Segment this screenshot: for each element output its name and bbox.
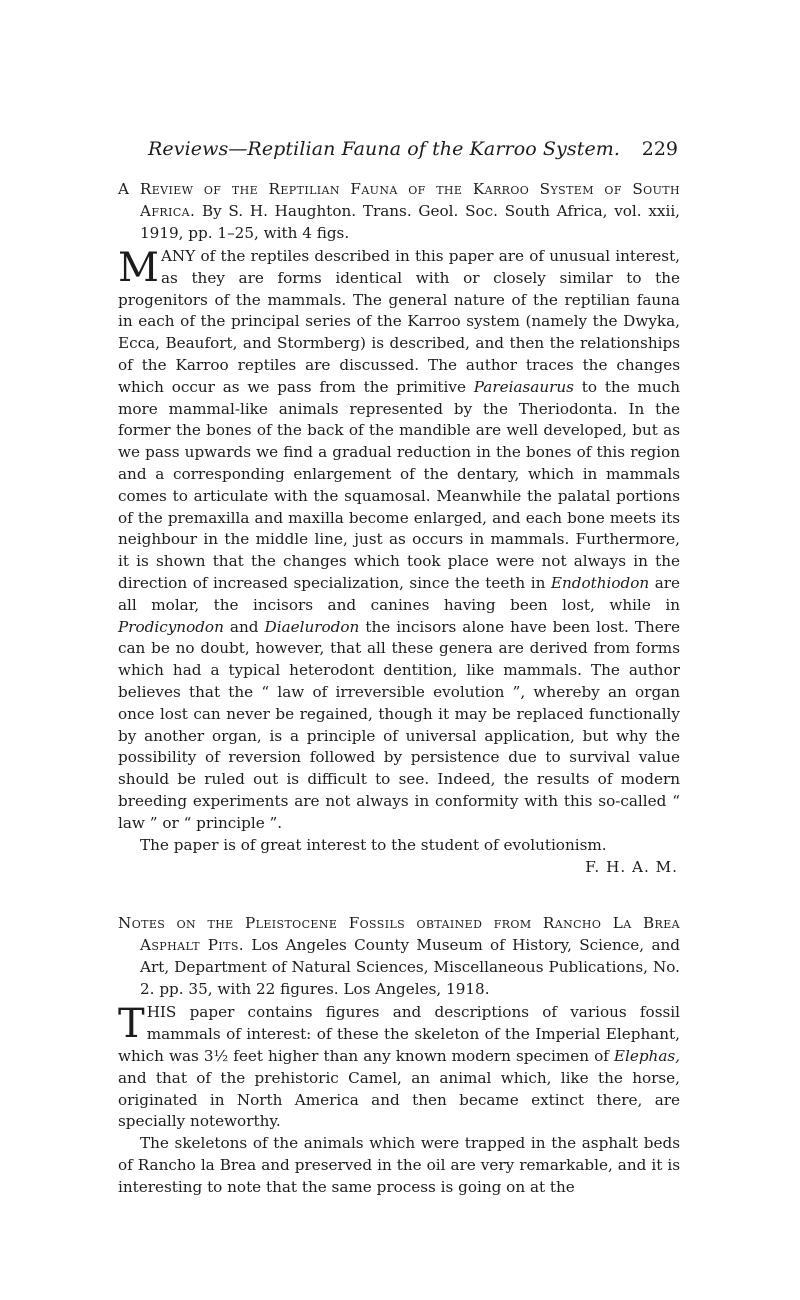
review1-title: A Review of the Reptilian Fauna of the Karroo System of South Africa.	[118, 180, 680, 220]
review1-text-a: of the reptiles described in this paper are of unusual interest, as they are forms identical with or closely similar to the progenitors of the mammals. The general nature of the reptilian fauna in each of the principal series of the Karroo system (namely the Dwyka, Ecca, Beaufort, and Stormberg) is described, and then the relationships of the Karroo reptiles are discussed. The author traces the changes which occur as we pass from the primitive	[118, 247, 681, 396]
review1-genus-prodicynodon: Prodicynodon	[118, 617, 224, 636]
review1-signature: F. H. A. M.	[585, 858, 678, 877]
review1-author: By S. H. Haughton.	[201, 202, 357, 220]
review2-dropcap: T	[118, 1001, 145, 1048]
review1-text-e: the incisors alone have been lost. There can be no doubt, however, that all these genera are derived from forms which had a typical heterodont dentition, like mammals. The author believes that the “ law of irreversible evolution ”, whereby an organ once lost can never be regained, though it may be replaced functionally by another organ, is a principle of universal application, but why the possibility of reversion followed by persistence due to survival value should be ruled out is difficult to see. Indeed, the results of modern breeding experiments are not always in conformity with this so-called “ law ” or “ principle ”.	[118, 617, 681, 832]
review2-title: Notes on the Pleistocene Fossils obtained from Rancho La Brea Asphalt Pits.	[118, 914, 680, 955]
review1-lead-word: ANY	[160, 247, 196, 265]
section-gap	[118, 876, 680, 912]
review2-source: Los Angeles County Museum of History, Science, and Art, Department of Natural Sciences, Miscellaneous Publications, No. 2. pp. 35, with 22 figures. Los Angeles, 1918.	[140, 936, 680, 999]
review1-dropcap: M	[118, 245, 159, 291]
running-header	[118, 138, 680, 168]
review2-text-b: and that of the prehistoric Camel, an animal which, like the horse, originated in North America and then became extinct there, are specially noteworthy.	[118, 1068, 680, 1131]
review2-lead-word: HIS	[146, 1003, 177, 1022]
page	[118, 138, 680, 1198]
review1-paragraph	[118, 246, 680, 835]
review2-text-a: paper contains figures and descriptions of various fossil mammals of interest: of these the skeleton of the Imperial Elephant, which was 3½ feet higher than any known modern specimen of	[118, 1003, 680, 1065]
review1-closing: The paper is of great interest to the student of evolutionism.	[140, 835, 607, 854]
running-title: Reviews—Reptilian Fauna of the Karroo System.	[148, 138, 621, 160]
review1-text-b: to the much more mammal-like animals represented by the Theriodonta. In the former the bones of the back of the mandible are well developed, but as we pass upwards we find a gradual reduction in the bones of this region and a corresponding enlargement of the dentary, which in mammals comes to articulate with the squamosal. Meanwhile the palatal portions of the premaxilla and maxilla become enlarged, and each bone meets its neighbour in the middle line, just as occurs in mammals. Furthermore, it is shown that the changes which took place were not always in the direction of increased specialization, since the teeth in	[118, 377, 680, 592]
review1-source: Trans. Geol. Soc. South Africa, vol. xxii, 1919, pp. 1–25, with 4 figs.	[140, 202, 680, 242]
review1-text-d: and	[229, 617, 259, 636]
review2-genus-elephas: Elephas,	[613, 1046, 681, 1065]
review1-genus-pareiasaurus: Pareiasaurus	[473, 377, 574, 396]
review1-genus-endothiodon: Endothiodon	[550, 573, 650, 592]
review2-paragraph	[118, 1002, 680, 1133]
page-number: 229	[641, 138, 678, 160]
review1-text-c: are all molar, the incisors and canines having been lost, while in	[118, 573, 681, 614]
review2-citation	[118, 912, 680, 1000]
review1-citation	[118, 178, 680, 244]
review2-paragraph-2: The skeletons of the animals which were trapped in the asphalt beds of Rancho la Brea and preserved in the oil are very remarkable, and it is interesting to note that the same process is going on at the	[118, 1134, 680, 1196]
review1-genus-diaelurodon: Diaelurodon	[264, 617, 360, 636]
